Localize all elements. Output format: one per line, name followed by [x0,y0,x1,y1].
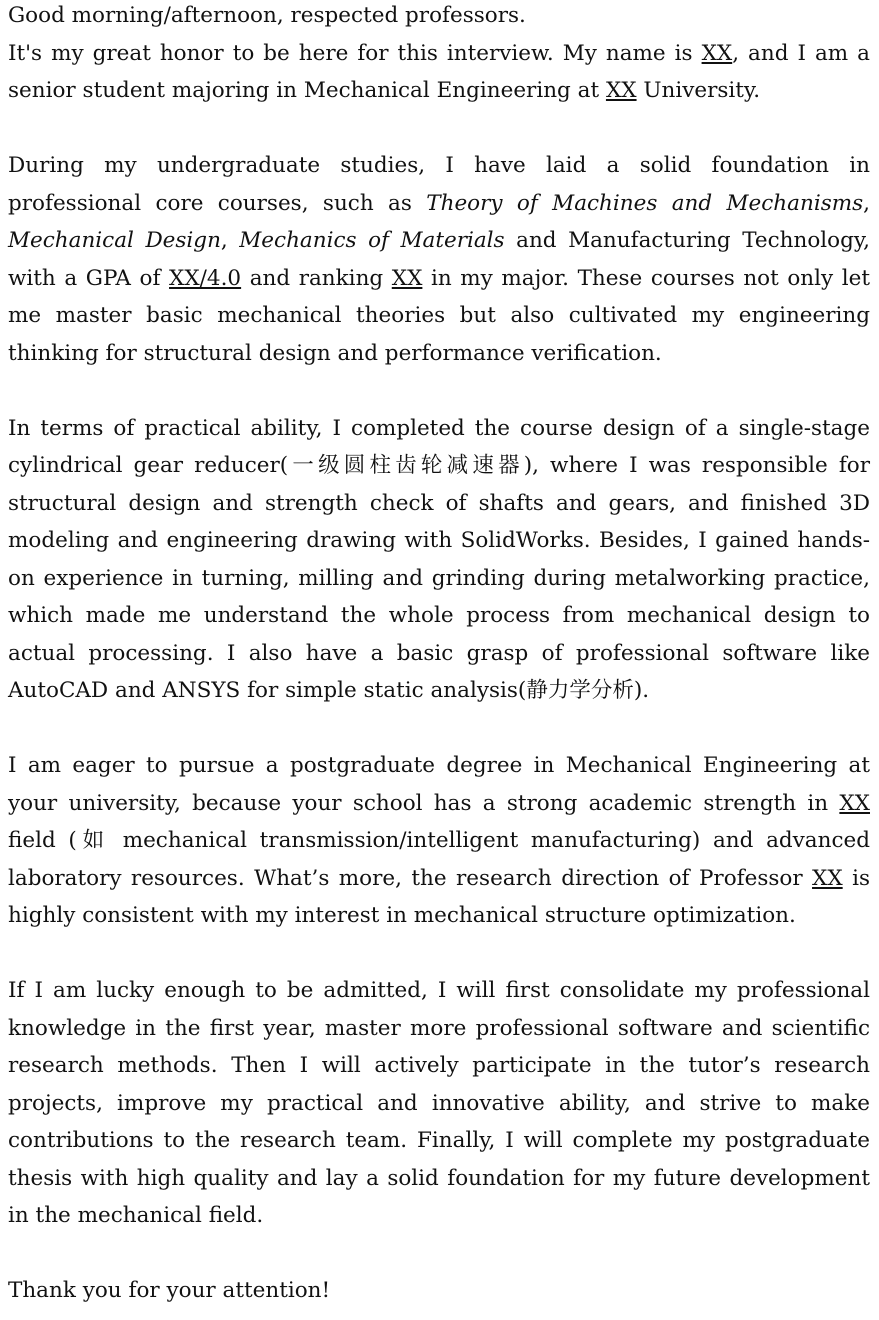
studies-text-2: and Manufacturing Technology, with a GPA of [8,228,871,291]
intro-text-2: , and I am a senior student majoring in Mechanical Engineering at [8,40,870,103]
closing-line: Thank you for your attention! [8,1278,331,1303]
intro-paragraph [8,35,870,110]
motivation-text-1: I am eager to pursue a postgraduate degree in Mechanical Engineering at your university, because your school has a strong academic strength in [8,753,870,816]
field-placeholder: XX [839,790,870,816]
paragraph-gap [8,110,870,148]
gpa-placeholder: XX/4.0 [169,265,242,291]
studies-paragraph [8,147,870,372]
paragraph-gap [8,710,870,748]
plans-paragraph: If I am lucky enough to be admitted, I will first consolidate my professional knowledge in the first year, master more professional software and scientific research methods. Then I will actively participate in the tutor’s research projects, improve my practical and innovative ability, and strive to make contributions to the research team. Finally, I will complete my postgraduate thesis with high quality and lay a solid foundation for my future development in the mechanical field. [8,978,870,1228]
professor-placeholder: XX [812,865,843,891]
studies-text-3: and ranking [241,265,392,291]
paragraph-gap [8,935,870,973]
intro-text-3: University. [636,78,761,103]
practice-paragraph: In terms of practical ability, I completed the course design of a single-stage cylindrical gear reducer(一级圆柱齿轮减速器), where I was responsible for structural design and strength check of shafts and gears, and finished 3D modeling and engineering drawing with SolidWorks. Besides, I gained hands-on experience in turning, milling and grinding during metalworking practice, which made me understand the whole process from mechanical design to actual processing. I also have a basic grasp of professional software like AutoCAD and ANSYS for simple static analysis(静力学分析). [8,415,870,703]
course-title-1: Theory of Machines and Mechanisms [426,190,864,216]
paragraph-gap [8,1235,870,1273]
course-separator-1: , [863,190,870,216]
document-body [8,0,870,1310]
greeting-line: Good morning/afternoon, respected professors. [8,3,526,28]
rank-placeholder: XX [391,265,423,291]
course-title-2: Mechanical Design [8,228,221,253]
course-title-3: Mechanics of Materials [239,228,505,253]
course-separator-2: , [220,228,240,253]
name-placeholder: XX [701,40,733,66]
intro-text-1: It's my great honor to be here for this interview. My name is [8,40,702,66]
motivation-text-2: field (如 mechanical transmission/intelligent manufacturing) and advanced laboratory resources. What’s more, the research direction of Professor [8,828,870,891]
university-placeholder: XX [605,78,637,103]
motivation-paragraph [8,747,870,935]
paragraph-gap [8,372,870,410]
studies-text-1: During my undergraduate studies, I have laid a solid foundation in professional core courses, such as [8,153,870,216]
motivation-text-3: is highly consistent with my interest in mechanical structure optimization. [8,865,870,928]
studies-text-4: in my major. These courses not only let me master basic mechanical theories but also cultivated my engineering thinking for structural design and performance verification. [8,265,870,366]
